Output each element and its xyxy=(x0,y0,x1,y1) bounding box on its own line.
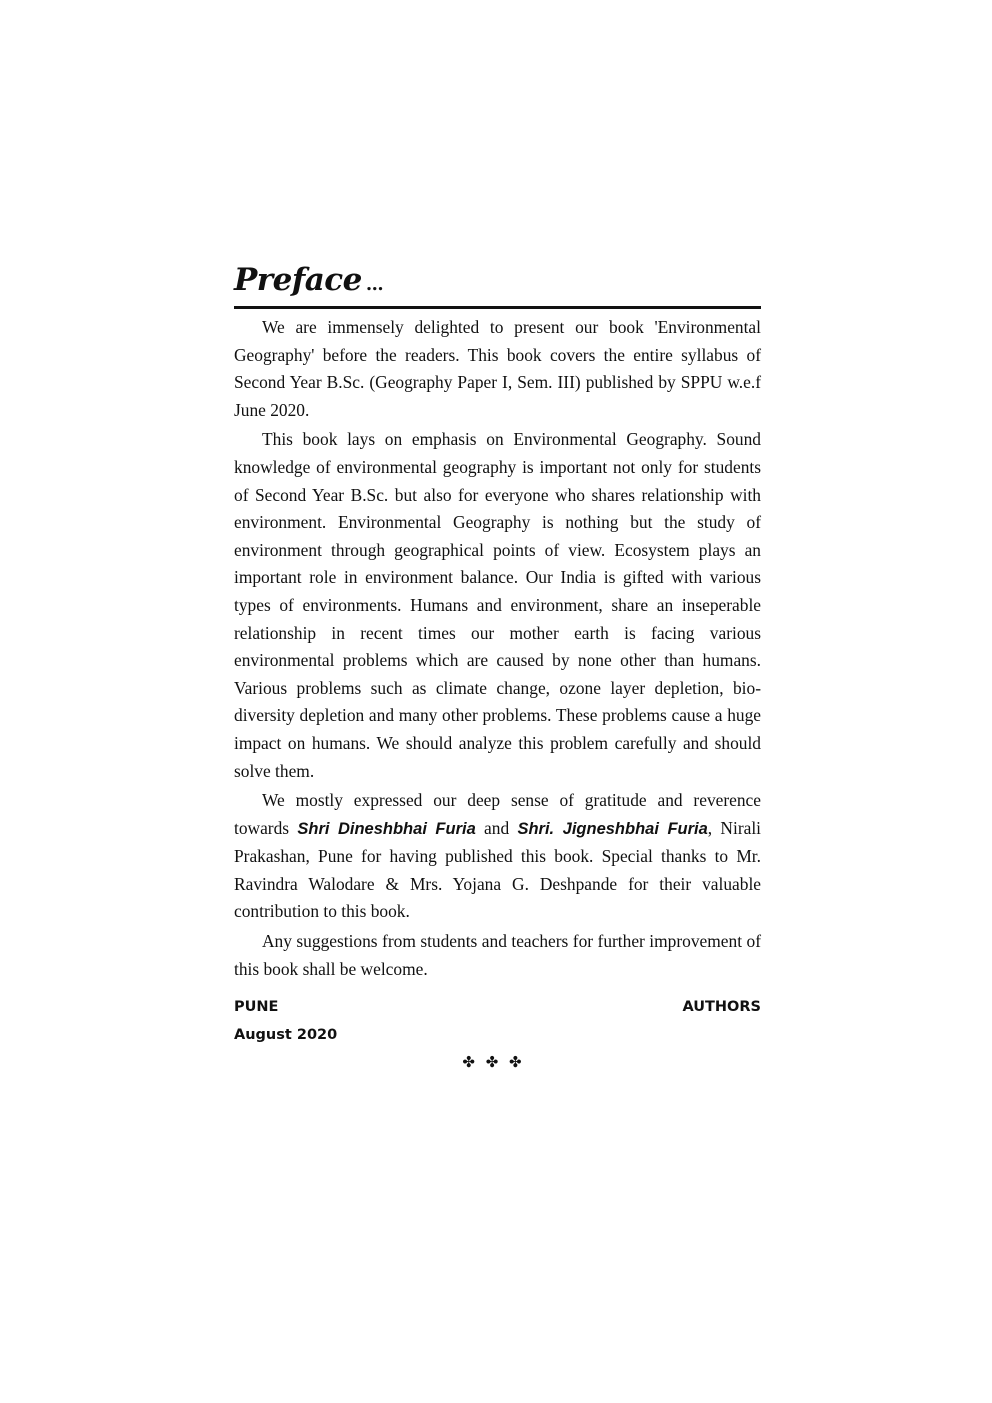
publisher-name-1: Shri Dineshbhai Furia xyxy=(297,819,476,838)
signature-place: PUNE xyxy=(234,999,279,1016)
signature-authors: AUTHORS xyxy=(682,999,761,1016)
gratitude-text-1: We mostly expressed our deep sense of gratitude and reverence towards xyxy=(234,790,761,838)
publisher-name-2: Shri. Jigneshbhai Furia xyxy=(517,819,708,838)
paragraph-intro: We are immensely delighted to present our book 'Environmental Geography' before the readers. This book covers the entire syllabus of Second Year B.Sc. (Geography Paper I, Sem. III) published by SPPU w.e.f June 2020. xyxy=(234,317,761,420)
gratitude-text-2: and xyxy=(475,817,518,838)
signature-row xyxy=(234,993,761,1021)
floret-icon: ✤ ✤ ✤ xyxy=(462,1053,525,1072)
paragraph-suggestions: Any suggestions from students and teachers for further improvement of this book shall be welcome. xyxy=(234,931,761,979)
preface-page xyxy=(234,262,761,1071)
heading-rule xyxy=(234,306,761,309)
page-title xyxy=(234,262,761,303)
gratitude-text-3: , Nirali Prakashan, Pune for having published this book. Special thanks to Mr. Ravindra Walodare & Mrs. Yojana G. Deshpande for their valuable contribution to this book. xyxy=(234,817,761,922)
paragraph-gratitude xyxy=(234,787,761,926)
paragraph-emphasis: This book lays on emphasis on Environmental Geography. Sound knowledge of environmental geography is important not only for students of Second Year B.Sc. but also for everyone who shares relationship with environment. Environmental Geography is nothing but the study of environment through geographical points of view. Ecosystem plays an important role in environment balance. Our India is gifted with various types of environments. Humans and environment, share an inseperable relationship in recent times our mother earth is facing various environmental problems which are caused by none other than humans. Various problems such as climate change, ozone layer depletion, bio-diversity depletion and many other problems. These problems cause a huge impact on humans. We should analyze this problem carefully and should solve them. xyxy=(234,429,761,781)
title-ellipsis: ... xyxy=(365,274,384,295)
signature-date: August 2020 xyxy=(234,1027,338,1044)
title-text: Preface xyxy=(234,262,362,298)
